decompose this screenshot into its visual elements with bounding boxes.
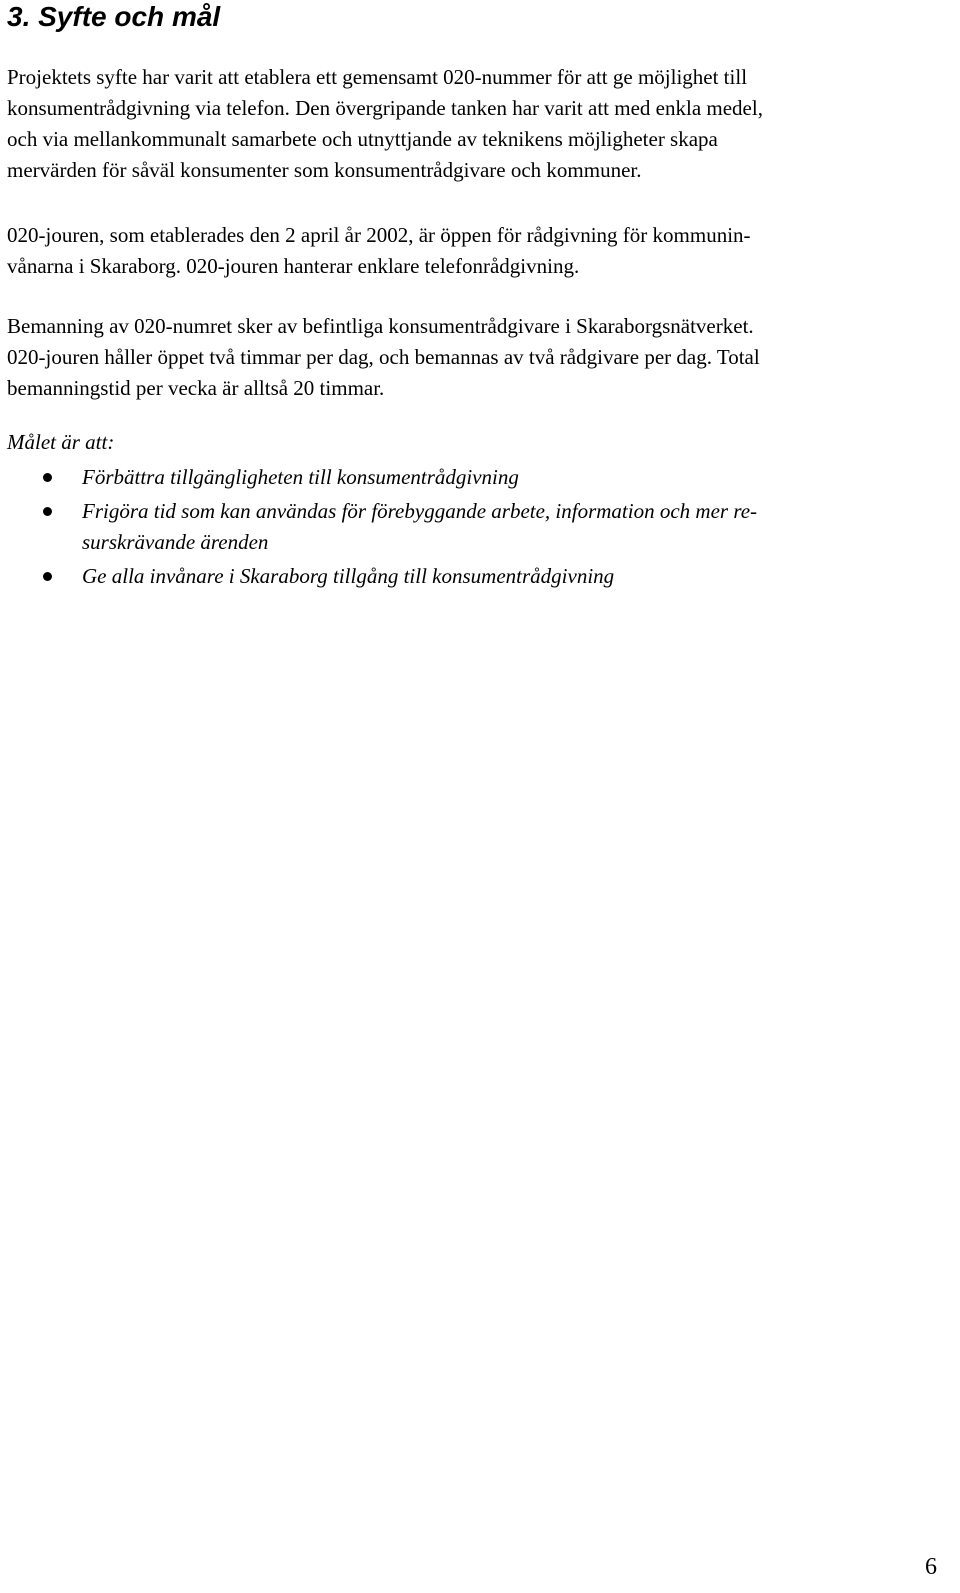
bullet-icon bbox=[43, 507, 52, 516]
paragraph-line: 020-jouren håller öppet två timmar per dag, och bemannas av två rådgivare per dag. Total bbox=[7, 345, 760, 369]
goals-list bbox=[0, 462, 960, 595]
goals-intro: Målet är att: bbox=[7, 430, 115, 454]
paragraph-jouren bbox=[7, 220, 952, 282]
goal-line: Frigöra tid som kan användas för förebyggande arbete, information och mer re- bbox=[82, 499, 758, 523]
bullet-icon bbox=[43, 473, 52, 482]
goal-line: Ge alla invånare i Skaraborg tillgång till konsumentrådgivning bbox=[82, 564, 615, 588]
paragraph-line: mervärden för såväl konsumenter som konsumentrådgivare och kommuner. bbox=[7, 158, 642, 182]
paragraph-purpose bbox=[7, 62, 952, 186]
paragraph-line: vånarna i Skaraborg. 020-jouren hanterar enklare telefonrådgivning. bbox=[7, 254, 580, 278]
page-number: 6 bbox=[925, 1554, 937, 1580]
paragraph-line: Projektets syfte har varit att etablera ett gemensamt 020-nummer för att ge möjlighet till bbox=[7, 65, 748, 89]
goal-line: surskrävande ärenden bbox=[82, 530, 269, 554]
goal-item bbox=[0, 496, 960, 558]
paragraph-line: bemanningstid per vecka är alltså 20 timmar. bbox=[7, 376, 385, 400]
section-heading: 3. Syfte och mål bbox=[7, 1, 221, 32]
goal-line: Förbättra tillgängligheten till konsumentrådgivning bbox=[82, 465, 519, 489]
paragraph-line: och via mellankommunalt samarbete och utnyttjande av teknikens möjligheter skapa bbox=[7, 127, 718, 151]
paragraph-staffing bbox=[7, 311, 952, 404]
paragraph-line: 020-jouren, som etablerades den 2 april år 2002, är öppen för rådgivning för kommunin- bbox=[7, 223, 751, 247]
goal-item bbox=[0, 561, 960, 592]
paragraph-line: konsumentrådgivning via telefon. Den övergripande tanken har varit att med enkla medel, bbox=[7, 96, 763, 120]
paragraph-line: Bemanning av 020-numret sker av befintliga konsumentrådgivare i Skaraborgsnätverket. bbox=[7, 314, 754, 338]
goal-item bbox=[0, 462, 960, 493]
bullet-icon bbox=[43, 572, 52, 581]
